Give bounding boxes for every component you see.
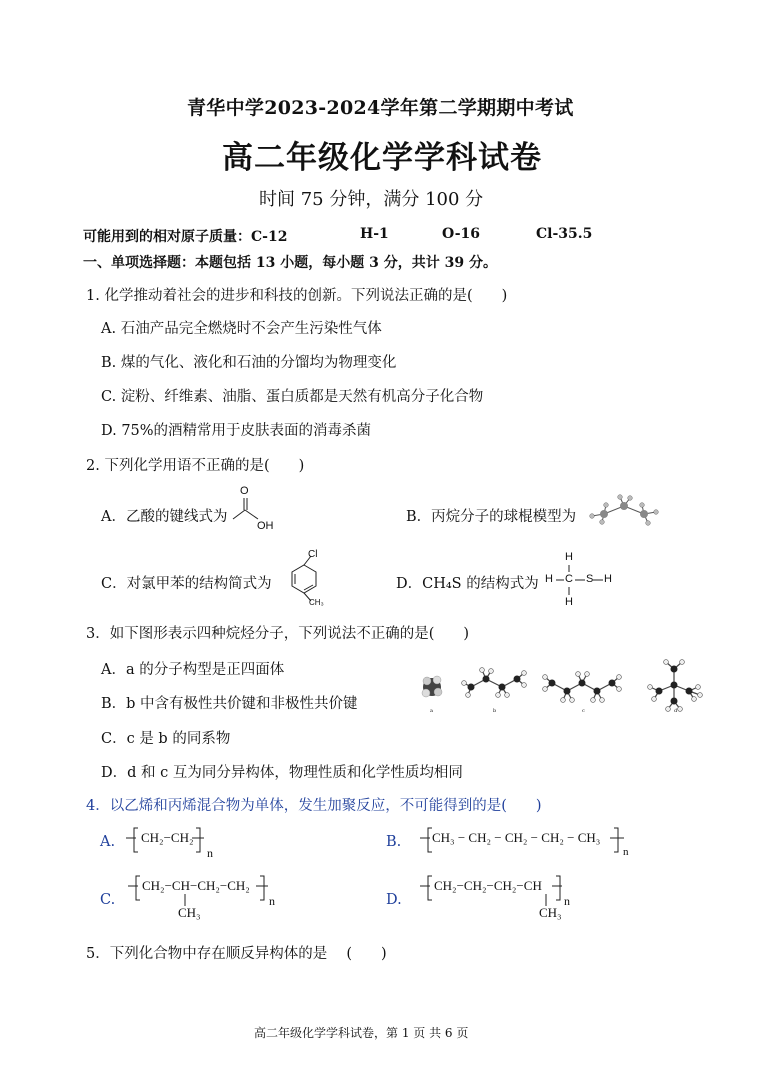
ch4s-h-top: H — [565, 551, 573, 563]
acetic-acid-oh-label: OH — [257, 520, 274, 532]
atomic-mass-label: 可能用到的相对原子质量：C-12 — [83, 229, 288, 245]
question-1-option-c: C. 淀粉、纤维素、油脂、蛋白质都是天然有机高分子化合物 — [101, 389, 484, 405]
chlorotoluene-ch3-label: CH₃ — [309, 598, 324, 607]
exam-title: 高二年级化学学科试卷 — [222, 140, 542, 176]
question-3-option-d: D．d 和 c 互为同分异构体，物理性质和化学性质均相同 — [101, 765, 463, 781]
question-3-option-b: B．b 中含有极性共价键和非极性共价键 — [101, 696, 358, 712]
ch4s-bonds — [548, 560, 606, 600]
atomic-mass-h: H-1 — [360, 226, 389, 242]
chlorotoluene-cl-label: Cl — [308, 549, 318, 560]
acetic-acid-o-label: O — [240, 485, 249, 497]
atomic-mass-o: O-16 — [442, 226, 481, 242]
question-2-stem: 2. 下列化学用语不正确的是( ) — [86, 458, 305, 474]
propane-ball-stick-model — [584, 494, 664, 530]
polymer-d-formula: CH₂−CH₂−CH₂−CH — [434, 878, 542, 893]
question-4-option-a-label: A. — [100, 834, 116, 850]
molecule-label-c: c — [582, 708, 585, 714]
polymer-d-methyl: CH₃ — [539, 905, 562, 920]
ch4s-h-left: H — [545, 573, 553, 585]
question-1-option-d: D. 75%的酒精常用于皮肤表面的消毒杀菌 — [101, 423, 372, 439]
question-4-option-c-label: C. — [100, 892, 116, 908]
molecule-label-a: a — [430, 708, 433, 714]
question-1-option-b: B. 煤的气化、液化和石油的分馏均为物理变化 — [101, 355, 397, 371]
polymer-c-formula: CH₂−CH−CH₂−CH₂ — [142, 878, 250, 893]
polymer-a-formula: CH₂−CH₂ — [141, 830, 194, 845]
question-1-stem: 1. 化学推动着社会的进步和科技的创新。下列说法正确的是( ) — [86, 288, 508, 304]
alkane-molecule-models — [416, 655, 716, 723]
school-title: 青华中学2023-2024学年第二学期期中考试 — [187, 97, 574, 119]
polymer-b-formula: CH₃ − CH₂ − CH₂ − CH₂ − CH₃ — [432, 830, 601, 845]
question-2-option-d: D．CH₄S 的结构式为 — [396, 576, 539, 592]
time-info: 时间 75 分钟，满分 100 分 — [259, 189, 484, 210]
polymer-b-n: n — [623, 846, 629, 858]
molecule-label-b: b — [493, 708, 497, 714]
question-3-option-c: C．c 是 b 的同系物 — [101, 731, 231, 747]
question-3-option-a: A．a 的分子构型是正四面体 — [101, 662, 285, 678]
question-3-stem: 3．如下图形表示四种烷烃分子，下列说法不正确的是( ) — [86, 626, 470, 642]
question-2-option-b: B．丙烷分子的球棍模型为 — [406, 509, 577, 525]
molecule-label-d: d — [674, 708, 678, 714]
polymer-c-methyl: CH₃ — [178, 905, 201, 920]
polymer-c-n: n — [269, 894, 275, 908]
question-4-stem: 4．以乙烯和丙烯混合物为单体，发生加聚反应，不可能得到的是( ) — [86, 798, 542, 814]
polymer-a-n: n — [207, 846, 213, 860]
ch4s-h-right: H — [604, 573, 612, 585]
question-2-option-c: C．对氯甲苯的结构简式为 — [101, 576, 272, 592]
ch4s-s: S — [586, 573, 594, 585]
atomic-mass-cl: Cl-35.5 — [536, 226, 593, 242]
ch4s-h-bottom: H — [565, 596, 573, 608]
ch4s-c: C — [565, 573, 573, 585]
question-5-stem: 5．下列化合物中存在顺反异构体的是 ( ) — [86, 946, 387, 962]
question-4-option-b-label: B. — [386, 834, 402, 850]
page-footer: 高二年级化学学科试卷，第 1 页 共 6 页 — [254, 1026, 469, 1040]
question-1-option-a: A. 石油产品完全燃烧时不会产生污染性气体 — [101, 321, 382, 337]
polymer-d-n: n — [564, 894, 570, 908]
section-1-title: 一、单项选择题：本题包括 13 小题，每小题 3 分，共计 39 分。 — [83, 255, 497, 271]
question-4-option-d-label: D. — [386, 892, 402, 908]
question-2-option-a: A．乙酸的键线式为 — [101, 509, 228, 525]
